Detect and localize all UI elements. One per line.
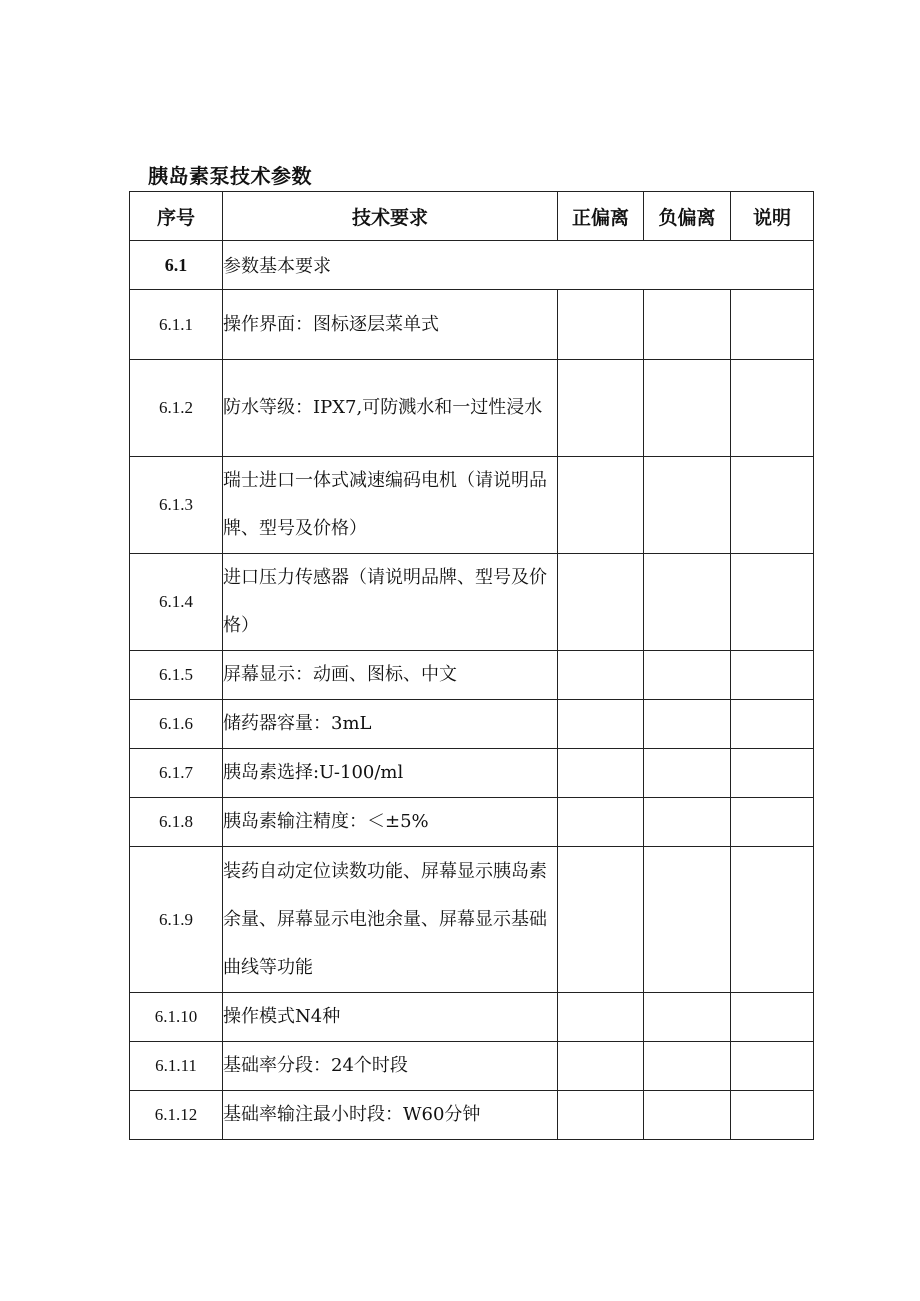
row-requirement: 基础率分段：24个时段	[223, 1042, 558, 1091]
row-positive-deviation	[558, 1091, 644, 1140]
row-no: 6.1.5	[130, 651, 223, 700]
row-negative-deviation	[644, 290, 731, 360]
row-note	[731, 847, 814, 993]
table-row	[130, 1042, 814, 1091]
row-no: 6.1.7	[130, 749, 223, 798]
row-requirement: 屏幕显示：动画、图标、中文	[223, 651, 558, 700]
row-negative-deviation	[644, 749, 731, 798]
row-negative-deviation	[644, 1091, 731, 1140]
header-negative-deviation: 负偏离	[644, 192, 731, 241]
row-note	[731, 1042, 814, 1091]
row-note	[731, 554, 814, 651]
row-note	[731, 700, 814, 749]
table-row	[130, 360, 814, 457]
section-no: 6.1	[130, 241, 223, 290]
row-negative-deviation	[644, 651, 731, 700]
table-row	[130, 290, 814, 360]
table-row	[130, 749, 814, 798]
row-positive-deviation	[558, 847, 644, 993]
table-row	[130, 457, 814, 554]
row-requirement: 胰岛素输注精度：＜±5%	[223, 798, 558, 847]
row-note	[731, 360, 814, 457]
row-requirement: 储药器容量：3mL	[223, 700, 558, 749]
row-negative-deviation	[644, 1042, 731, 1091]
table-row	[130, 651, 814, 700]
row-requirement: 胰岛素选择:U-100/ml	[223, 749, 558, 798]
row-negative-deviation	[644, 993, 731, 1042]
page-title: 胰岛素泵技术参数	[148, 164, 312, 188]
row-positive-deviation	[558, 700, 644, 749]
row-positive-deviation	[558, 993, 644, 1042]
row-no: 6.1.4	[130, 554, 223, 651]
row-positive-deviation	[558, 749, 644, 798]
row-requirement: 基础率输注最小时段：W60分钟	[223, 1091, 558, 1140]
row-requirement: 操作界面：图标逐层菜单式	[223, 290, 558, 360]
row-positive-deviation	[558, 1042, 644, 1091]
row-note	[731, 1091, 814, 1140]
row-positive-deviation	[558, 290, 644, 360]
section-row	[130, 241, 814, 290]
row-no: 6.1.8	[130, 798, 223, 847]
table-row	[130, 798, 814, 847]
row-note	[731, 993, 814, 1042]
row-no: 6.1.3	[130, 457, 223, 554]
row-no: 6.1.9	[130, 847, 223, 993]
section-title: 参数基本要求	[223, 241, 814, 290]
row-requirement: 瑞士进口一体式减速编码电机（请说明品牌、型号及价格）	[223, 457, 558, 554]
row-note	[731, 749, 814, 798]
row-positive-deviation	[558, 457, 644, 554]
row-requirement: 操作模式N4种	[223, 993, 558, 1042]
row-requirement: 防水等级：IPX7,可防溅水和一过性浸水	[223, 360, 558, 457]
table-header-row	[130, 192, 814, 241]
row-no: 6.1.6	[130, 700, 223, 749]
row-negative-deviation	[644, 457, 731, 554]
row-note	[731, 798, 814, 847]
table-row	[130, 700, 814, 749]
header-no: 序号	[130, 192, 223, 241]
spec-table	[129, 191, 814, 1140]
row-no: 6.1.11	[130, 1042, 223, 1091]
row-no: 6.1.2	[130, 360, 223, 457]
row-note	[731, 457, 814, 554]
row-requirement: 装药自动定位读数功能、屏幕显示胰岛素余量、屏幕显示电池余量、屏幕显示基础曲线等功能	[223, 847, 558, 993]
table-row	[130, 554, 814, 651]
row-note	[731, 651, 814, 700]
row-negative-deviation	[644, 360, 731, 457]
table-row	[130, 1091, 814, 1140]
row-positive-deviation	[558, 360, 644, 457]
row-negative-deviation	[644, 700, 731, 749]
header-requirement: 技术要求	[223, 192, 558, 241]
row-positive-deviation	[558, 651, 644, 700]
row-positive-deviation	[558, 798, 644, 847]
row-positive-deviation	[558, 554, 644, 651]
table-row	[130, 847, 814, 993]
row-note	[731, 290, 814, 360]
row-no: 6.1.1	[130, 290, 223, 360]
header-positive-deviation: 正偏离	[558, 192, 644, 241]
row-no: 6.1.12	[130, 1091, 223, 1140]
row-no: 6.1.10	[130, 993, 223, 1042]
row-negative-deviation	[644, 798, 731, 847]
row-negative-deviation	[644, 847, 731, 993]
row-requirement: 进口压力传感器（请说明品牌、型号及价格）	[223, 554, 558, 651]
table-row	[130, 993, 814, 1042]
row-negative-deviation	[644, 554, 731, 651]
header-note: 说明	[731, 192, 814, 241]
